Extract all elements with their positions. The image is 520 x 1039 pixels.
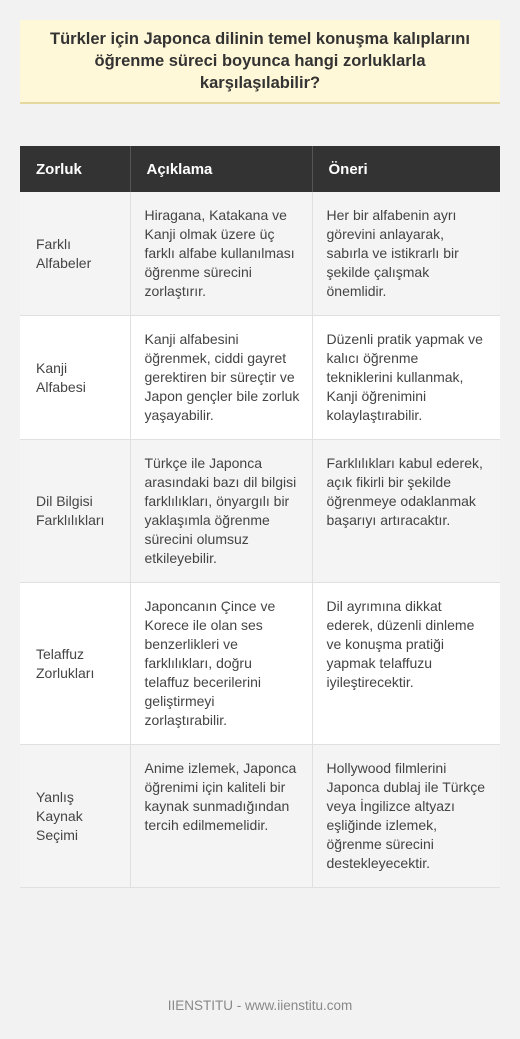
zorluk-cell: Farklı Alfabeler: [20, 192, 130, 316]
table-row: [20, 745, 500, 888]
difficulties-table: [20, 146, 500, 888]
oneri-cell: Farklılıkları kabul ederek, açık fikirli bir şekilde öğrenmeye odaklanmak başarıyı artıracaktır.: [312, 440, 500, 583]
zorluk-cell: Kanji Alfabesi: [20, 316, 130, 440]
zorluk-cell: Yanlış Kaynak Seçimi: [20, 745, 130, 888]
footer-credit: IIENSTITU - www.iienstitu.com: [167, 998, 353, 1013]
aciklama-cell: Türkçe ile Japonca arasındaki bazı dil bilgisi farklılıkları, önyargılı bir yaklaşımla öğrenme sürecini olumsuz etkileyebilir.: [130, 440, 312, 583]
aciklama-cell: Kanji alfabesini öğrenmek, ciddi gayret gerektiren bir süreçtir ve Japon gençler bile zorluk yaşayabilir.: [130, 316, 312, 440]
aciklama-cell: Hiragana, Katakana ve Kanji olmak üzere üç farklı alfabe kullanılması öğrenme sürecini zorlaştırır.: [130, 192, 312, 316]
oneri-cell: Her bir alfabenin ayrı görevini anlayarak, sabırla ve istikrarlı bir şekilde çalışmak önemlidir.: [312, 192, 500, 316]
table-row: [20, 583, 500, 745]
column-header-zorluk: Zorluk: [20, 146, 130, 192]
zorluk-cell: Telaffuz Zorlukları: [20, 583, 130, 745]
oneri-cell: Düzenli pratik yapmak ve kalıcı öğrenme tekniklerini kullanmak, Kanji öğrenimini kolaylaştırabilir.: [312, 316, 500, 440]
column-header-aciklama: Açıklama: [130, 146, 312, 192]
table-row: [20, 316, 500, 440]
column-header-oneri: Öneri: [312, 146, 500, 192]
page-title: Türkler için Japonca dilinin temel konuşma kalıplarını öğrenme süreci boyunca hangi zorluklarla karşılaşılabilir?: [50, 30, 470, 92]
table-row: [20, 192, 500, 316]
aciklama-cell: Japoncanın Çince ve Korece ile olan ses benzerlikleri ve farklılıkları, doğru telaffuz becerilerini geliştirmeyi zorlaştırabilir.: [130, 583, 312, 745]
table-row: [20, 440, 500, 583]
title-banner: [20, 20, 500, 104]
zorluk-cell: Dil Bilgisi Farklılıkları: [20, 440, 130, 583]
table-header-row: [20, 146, 500, 192]
aciklama-cell: Anime izlemek, Japonca öğrenimi için kaliteli bir kaynak sunmadığından tercih edilmemelidir.: [130, 745, 312, 888]
oneri-cell: Dil ayrımına dikkat ederek, düzenli dinleme ve konuşma pratiği yapmak telaffuzu iyileştirecektir.: [312, 583, 500, 745]
oneri-cell: Hollywood filmlerini Japonca dublaj ile Türkçe veya İngilizce altyazı eşliğinde izlemek, öğrenme sürecini destekleyecektir.: [312, 745, 500, 888]
